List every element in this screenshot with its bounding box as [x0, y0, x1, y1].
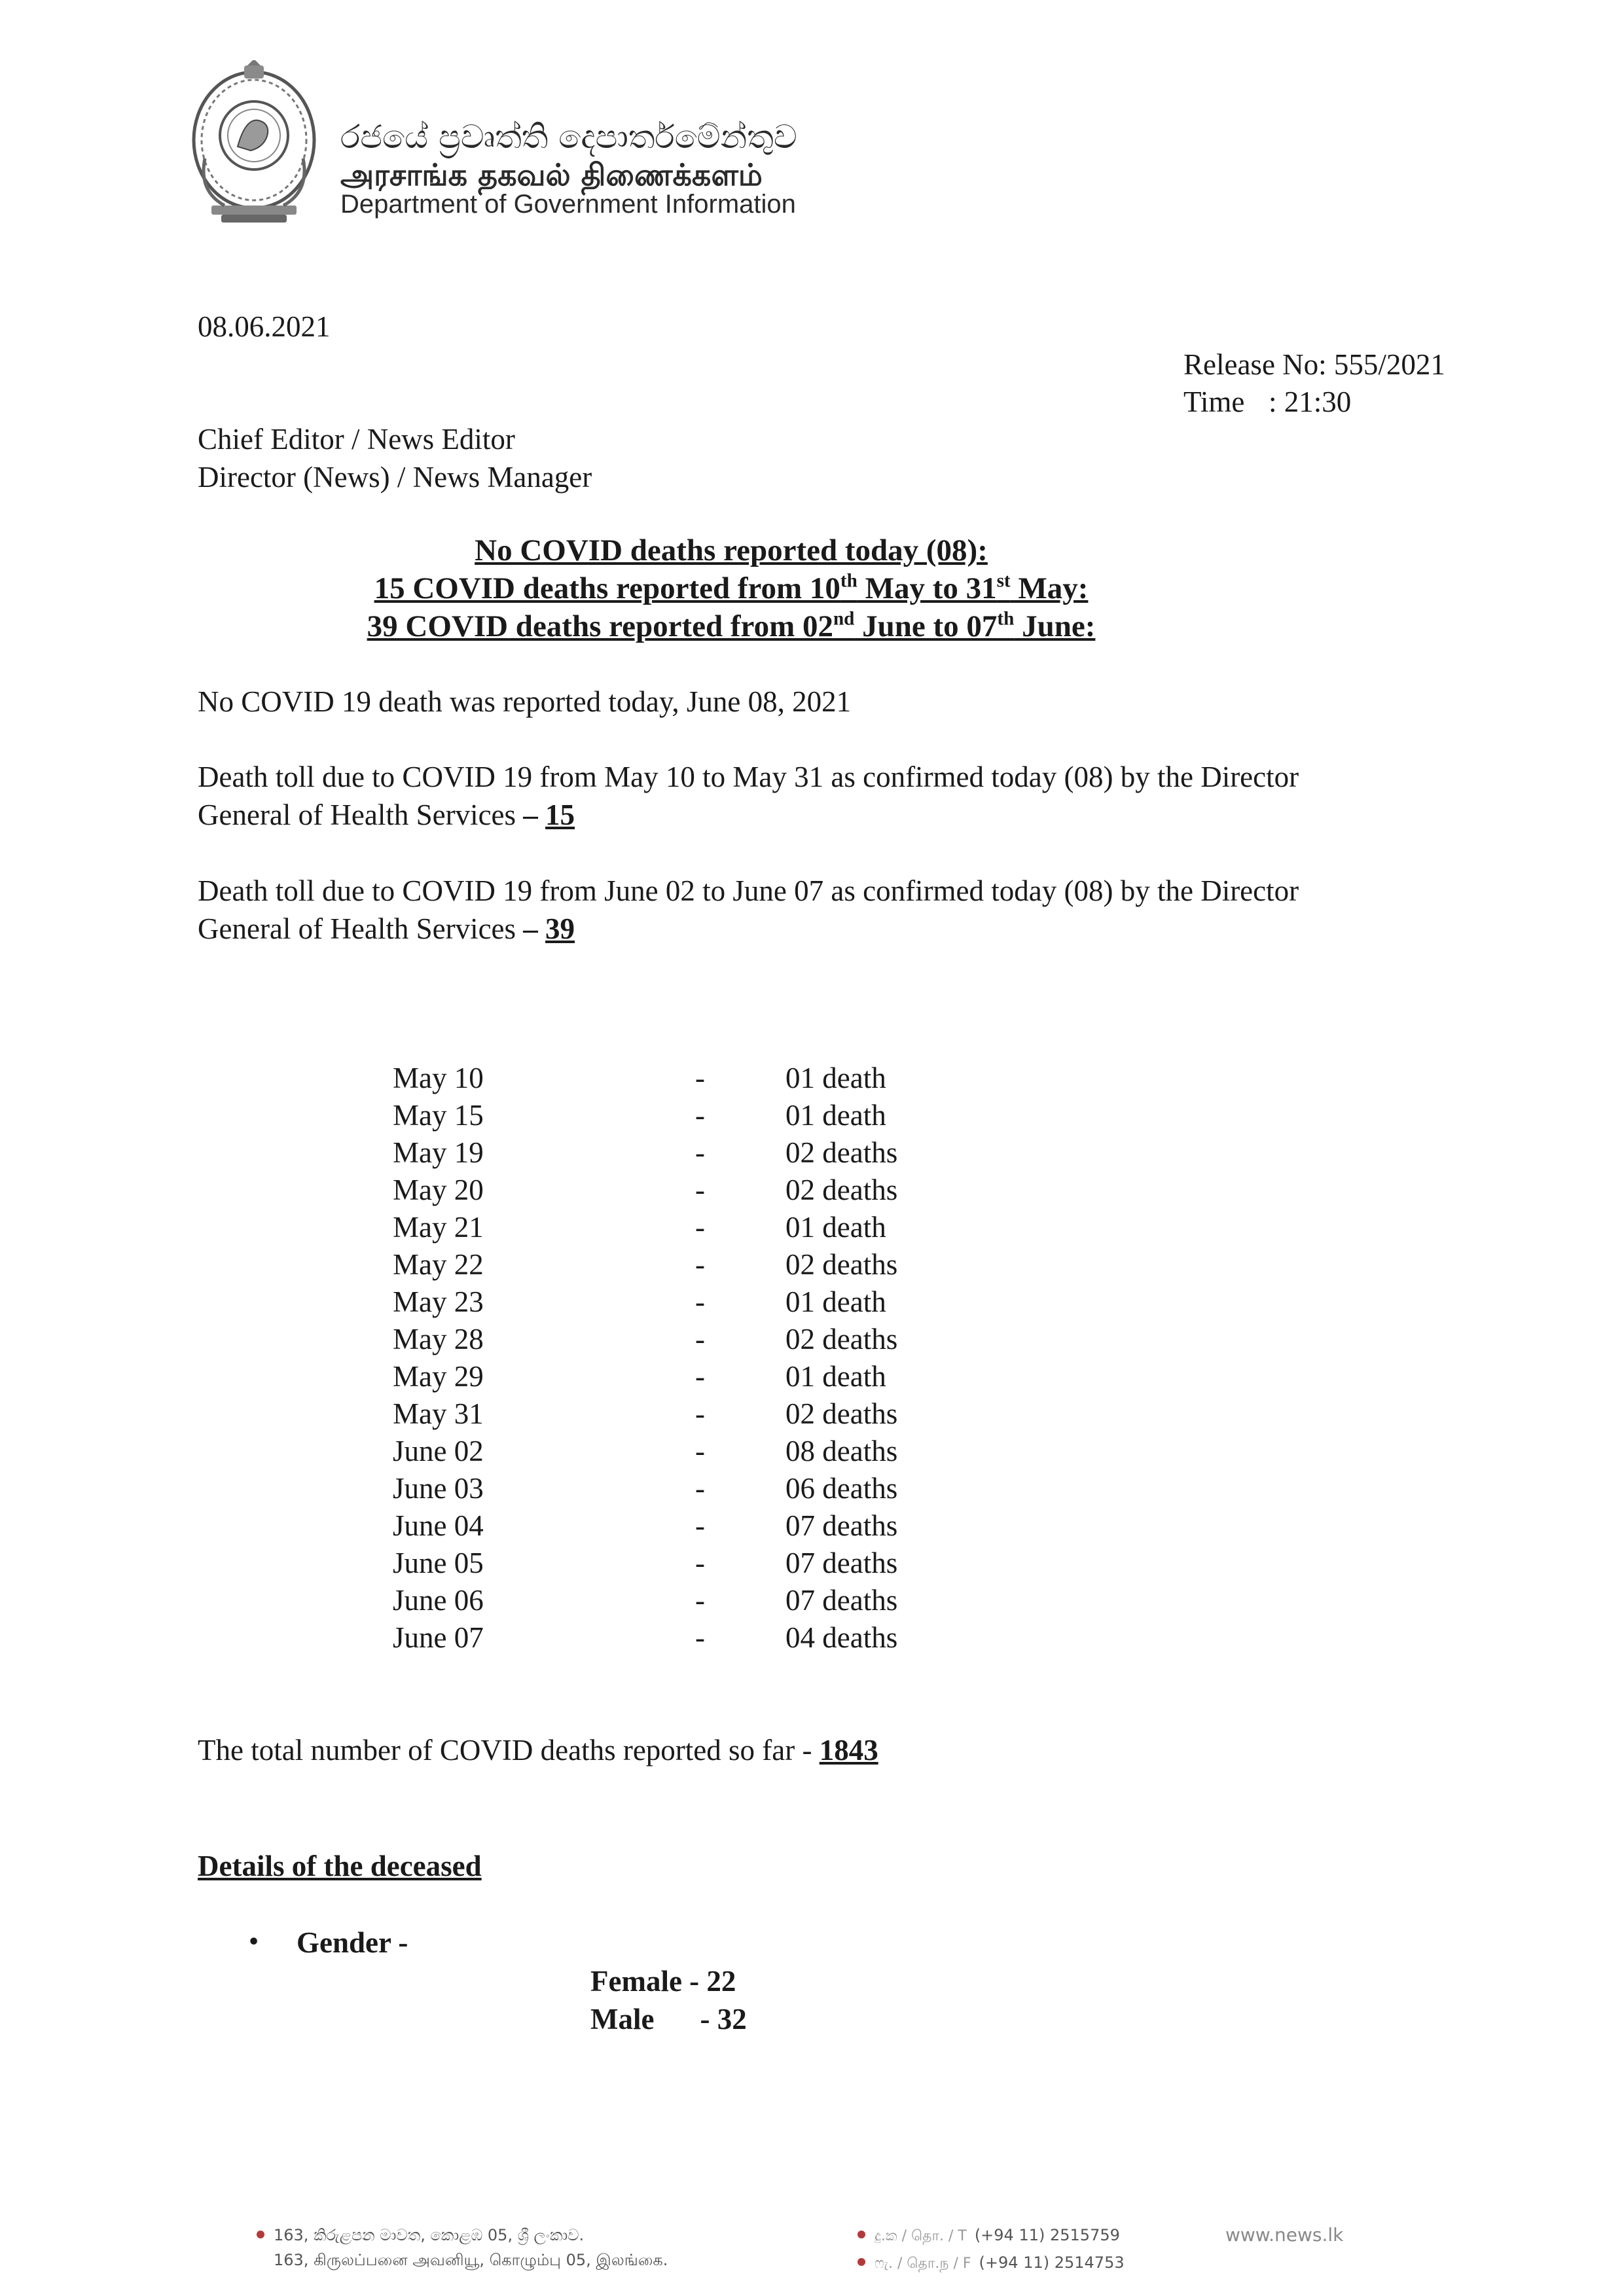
row-separator: -	[695, 1285, 705, 1318]
row-date: June 07	[393, 1621, 484, 1654]
row-separator: -	[695, 1174, 705, 1206]
org-name-tamil: அரசாங்க தகவல் திணைக்களம்	[340, 157, 763, 192]
row-separator: -	[695, 1248, 705, 1281]
row-separator: -	[695, 1397, 705, 1430]
release-time	[1183, 383, 1351, 421]
row-separator: -	[695, 1062, 705, 1094]
table-row	[393, 1507, 982, 1545]
row-separator: -	[695, 1136, 705, 1169]
row-death-count: 07 deaths	[785, 1509, 898, 1542]
headline: 39 COVID deaths reported from 02nd June to 07th June:	[367, 608, 1096, 643]
may-death-toll: 15	[545, 798, 575, 831]
recipient-line: Director (News) / News Manager	[198, 461, 592, 493]
body-paragraph: Death toll due to COVID 19 from May 10 to May 31 as confirmed today (08) by the Director General of Health Services – 15	[198, 761, 1299, 831]
row-date: May 28	[393, 1323, 484, 1355]
footer-website: www.news.lk	[1225, 2224, 1344, 2246]
row-death-count: 01 death	[785, 1099, 886, 1132]
table-row	[393, 1544, 982, 1582]
row-separator: -	[695, 1360, 705, 1393]
total-deaths-value: 1843	[819, 1734, 878, 1767]
row-death-count: 02 deaths	[785, 1136, 898, 1169]
headline: No COVID deaths reported today (08):	[475, 533, 988, 567]
table-row	[393, 1096, 982, 1134]
row-date: June 04	[393, 1509, 484, 1542]
row-date: May 31	[393, 1397, 484, 1430]
table-row	[393, 1357, 982, 1395]
release-date: 08.06.2021	[198, 310, 331, 343]
time-value: : 21:30	[1269, 386, 1352, 418]
footer-telephone: දු.ක / தொ. / T (+94 11) 2515759	[857, 2224, 1120, 2248]
female-count: Female - 22	[590, 1965, 736, 1998]
row-date: May 21	[393, 1211, 484, 1244]
table-row	[393, 1171, 982, 1209]
row-death-count: 02 deaths	[785, 1248, 898, 1281]
male-count: Male - 32	[590, 2003, 747, 2036]
state-emblem-logo	[185, 60, 323, 229]
table-row	[393, 1581, 982, 1619]
row-separator: -	[695, 1584, 705, 1617]
row-date: May 15	[393, 1099, 484, 1132]
row-date: June 06	[393, 1584, 484, 1617]
row-death-count: 08 deaths	[785, 1435, 898, 1467]
row-date: June 05	[393, 1547, 484, 1579]
row-separator: -	[695, 1509, 705, 1542]
row-date: May 22	[393, 1248, 484, 1281]
body-paragraph: No COVID 19 death was reported today, June 08, 2021	[198, 685, 852, 718]
row-death-count: 01 death	[785, 1211, 886, 1244]
row-date: June 03	[393, 1472, 484, 1505]
footer-address-tamil: 163, கிருலப்பனை அவனியூ, கொழும்பு 05, இலங்கை.	[274, 2251, 668, 2269]
recipient-line: Chief Editor / News Editor	[198, 423, 515, 456]
table-row	[393, 1320, 982, 1358]
row-date: May 20	[393, 1174, 484, 1206]
row-death-count: 07 deaths	[785, 1547, 898, 1579]
release-number: Release No: 555/2021	[1183, 348, 1445, 381]
table-row	[393, 1432, 982, 1470]
row-death-count: 01 death	[785, 1360, 886, 1393]
row-separator: -	[695, 1547, 705, 1579]
row-separator: -	[695, 1323, 705, 1355]
org-name-sinhala: රජයේ ප්‍රවෘත්ති දෙපාර්තමේන්තුව	[340, 118, 797, 156]
table-row	[393, 1283, 982, 1321]
footer-fax: ෆැ. / தொ.ந / F (+94 11) 2514753	[857, 2251, 1125, 2275]
row-death-count: 01 death	[785, 1285, 886, 1318]
gender-bullet-item: • Gender -	[247, 1924, 408, 1962]
body-paragraph: Death toll due to COVID 19 from June 02 to June 07 as confirmed today (08) by the Director General of Health Services – 39	[198, 874, 1299, 945]
row-death-count: 02 deaths	[785, 1174, 898, 1206]
bullet-icon: •	[247, 1931, 261, 1954]
details-heading: Details of the deceased	[198, 1850, 482, 1882]
headline: 15 COVID deaths reported from 10th May to 31st May:	[374, 570, 1089, 605]
table-row	[393, 1208, 982, 1246]
total-deaths-line: The total number of COVID deaths reported so far - 1843	[198, 1734, 878, 1767]
row-separator: -	[695, 1472, 705, 1505]
row-date: May 10	[393, 1062, 484, 1094]
row-separator: -	[695, 1099, 705, 1132]
footer-address-sinhala: 163, කිරුළපන මාවත, කොළඹ 05, ශ්‍රී ලංකාව.	[257, 2224, 584, 2246]
row-death-count: 02 deaths	[785, 1397, 898, 1430]
row-death-count: 04 deaths	[785, 1621, 898, 1654]
table-row	[393, 1059, 982, 1097]
row-death-count: 02 deaths	[785, 1323, 898, 1355]
june-death-toll: 39	[545, 912, 575, 945]
row-date: May 23	[393, 1285, 484, 1318]
row-date: June 02	[393, 1435, 484, 1467]
table-row	[393, 1246, 982, 1283]
row-separator: -	[695, 1435, 705, 1467]
row-death-count: 01 death	[785, 1062, 886, 1094]
table-row	[393, 1469, 982, 1507]
row-date: May 19	[393, 1136, 484, 1169]
row-separator: -	[695, 1621, 705, 1654]
row-death-count: 06 deaths	[785, 1472, 898, 1505]
row-death-count: 07 deaths	[785, 1584, 898, 1617]
time-label: Time	[1183, 386, 1245, 418]
row-separator: -	[695, 1211, 705, 1244]
table-row	[393, 1134, 982, 1172]
table-row	[393, 1619, 982, 1657]
table-row	[393, 1395, 982, 1433]
org-name-english: Department of Government Information	[340, 190, 796, 219]
row-date: May 29	[393, 1360, 484, 1393]
